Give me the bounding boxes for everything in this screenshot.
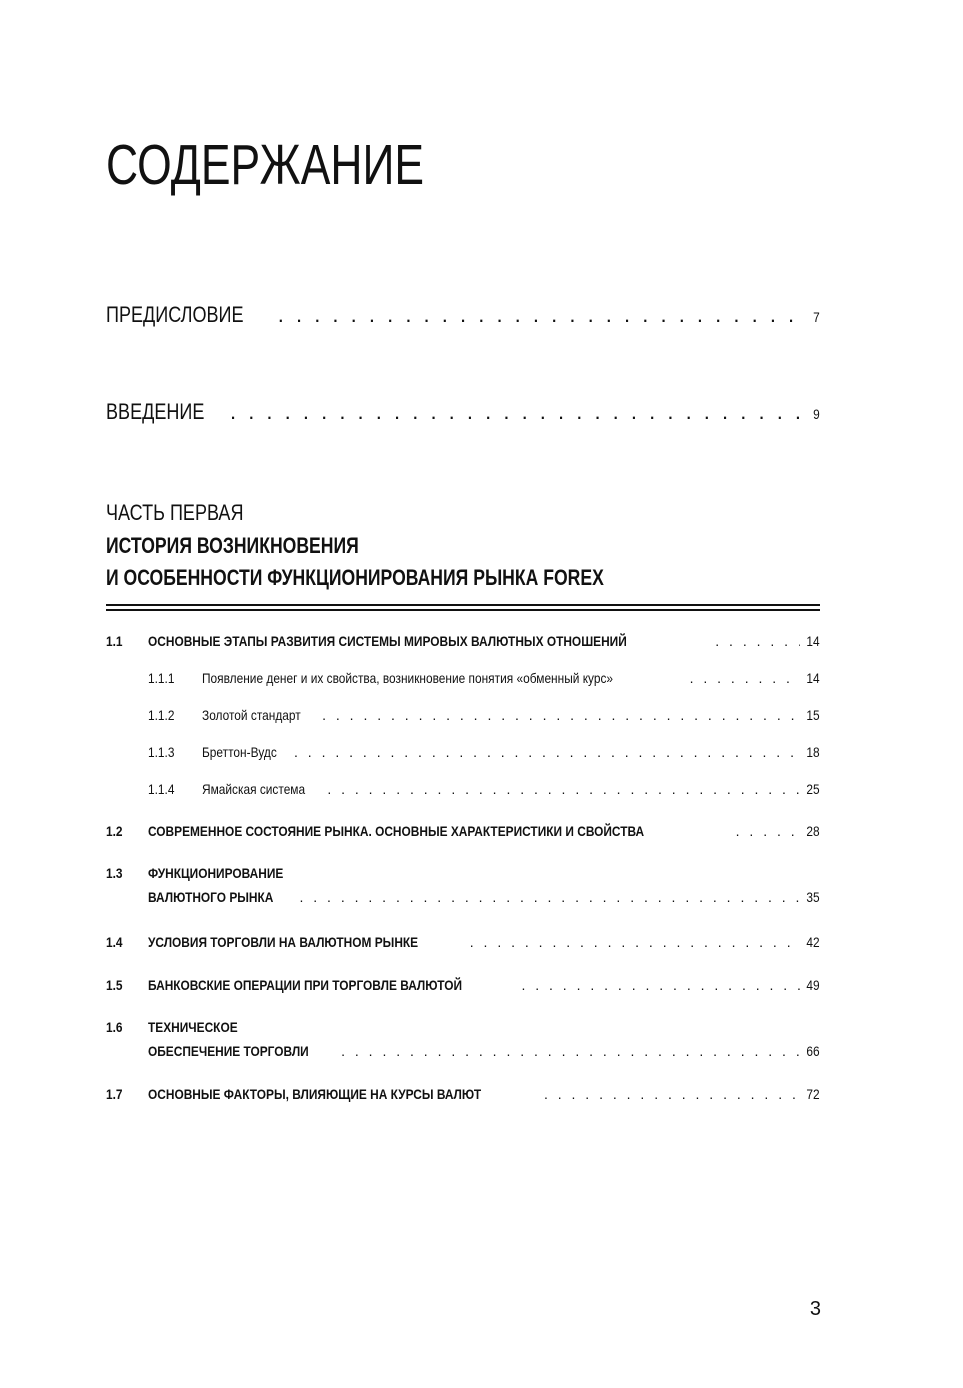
toc-page-number: 14 <box>806 633 820 649</box>
toc-page-number: 28 <box>806 823 820 839</box>
toc-entry-1-4[interactable] <box>106 934 820 950</box>
toc-page-number: 15 <box>806 707 820 723</box>
dot-leader <box>322 707 800 723</box>
toc-entry-number: 1.6 <box>106 1019 123 1035</box>
toc-entry-1-2[interactable] <box>106 823 820 839</box>
toc-entry-number: 1.4 <box>106 934 123 950</box>
toc-entry-number: 1.5 <box>106 977 123 993</box>
toc-entry-number: 1.1.3 <box>148 744 175 760</box>
toc-entry-1-1-2[interactable] <box>148 707 820 723</box>
dot-leader <box>736 823 801 839</box>
toc-entry-1-3[interactable] <box>106 865 820 905</box>
dot-leader <box>690 670 801 686</box>
toc-entry-number: 1.7 <box>106 1086 123 1102</box>
dot-leader <box>300 889 801 905</box>
toc-entry-1-1-1[interactable] <box>148 670 820 686</box>
page-number: 3 <box>809 1298 821 1320</box>
toc-entry-number: 1.1.1 <box>148 670 175 686</box>
toc-entry-number: 1.3 <box>106 865 123 881</box>
toc-page-number: 18 <box>806 744 820 760</box>
part-title-line: ИСТОРИЯ ВОЗНИКНОВЕНИЯ <box>106 533 359 558</box>
toc-entry-title: ОСНОВНЫЕ ФАКТОРЫ, ВЛИЯЮЩИЕ НА КУРСЫ ВАЛЮТ <box>148 1086 482 1102</box>
dot-leader <box>544 1086 800 1102</box>
toc-entry-title-line: ВАЛЮТНОГО РЫНКА <box>148 889 274 905</box>
toc-entry-number: 1.2 <box>106 823 123 839</box>
toc-entry-title: Ямайская система <box>202 781 306 797</box>
toc-entry-preface[interactable] <box>106 302 820 328</box>
double-rule-bottom <box>106 609 820 611</box>
toc-entry-title: СОВРЕМЕННОЕ СОСТОЯНИЕ РЫНКА. ОСНОВНЫЕ ХАРАКТЕРИСТИКИ И СВОЙСТВА <box>148 823 645 839</box>
toc-page-number: 35 <box>806 889 820 905</box>
dot-leader <box>294 744 800 760</box>
toc-page-number: 72 <box>806 1086 820 1102</box>
dot-leader <box>521 977 800 993</box>
toc-entry-1-1-4[interactable] <box>148 781 820 797</box>
page-title: СОДЕРЖАНИЕ <box>106 133 425 197</box>
dot-leader <box>341 1043 800 1059</box>
toc-entry-title: ОСНОВНЫЕ ЭТАПЫ РАЗВИТИЯ СИСТЕМЫ МИРОВЫХ ВАЛЮТНЫХ ОТНОШЕНИЙ <box>148 633 627 649</box>
toc-page-number: 7 <box>813 309 820 325</box>
toc-page-number: 25 <box>806 781 820 797</box>
dot-leader <box>278 302 808 328</box>
dot-leader <box>470 934 801 950</box>
part-title-line: И ОСОБЕННОСТИ ФУНКЦИОНИРОВАНИЯ РЫНКА FOREX <box>106 565 604 590</box>
toc-entry-introduction[interactable] <box>106 399 820 425</box>
toc-page-number: 66 <box>806 1043 820 1059</box>
toc-entry-number: 1.1.2 <box>148 707 175 723</box>
toc-entry-1-7[interactable] <box>106 1086 820 1102</box>
dot-leader <box>327 781 800 797</box>
toc-entry-1-1-3[interactable] <box>148 744 820 760</box>
toc-entry-title-line: ОБЕСПЕЧЕНИЕ ТОРГОВЛИ <box>148 1043 309 1059</box>
toc-entry-title-line: ТЕХНИЧЕСКОЕ <box>148 1019 238 1035</box>
toc-entry-title: БАНКОВСКИЕ ОПЕРАЦИИ ПРИ ТОРГОВЛЕ ВАЛЮТОЙ <box>148 977 463 993</box>
part-label: ЧАСТЬ ПЕРВАЯ <box>106 500 244 525</box>
toc-page-number: 14 <box>806 670 820 686</box>
toc-page-number: 42 <box>806 934 820 950</box>
toc-entry-1-5[interactable] <box>106 977 820 993</box>
toc-entry-title: Золотой стандарт <box>202 707 301 723</box>
toc-entry-number: 1.1 <box>106 633 123 649</box>
toc-entry-title: Бреттон-Вудс <box>202 744 277 760</box>
part-title <box>106 530 604 594</box>
dot-leader <box>715 633 800 649</box>
toc-page-number: 49 <box>806 977 820 993</box>
toc-page-number: 9 <box>813 406 820 422</box>
toc-entry-title-line: ФУНКЦИОНИРОВАНИЕ <box>148 865 284 881</box>
toc-entry-title: Появление денег и их свойства, возникновение понятия «обменный курс» <box>202 670 614 686</box>
toc-entry-1-1[interactable] <box>106 633 820 649</box>
toc-entry-title: УСЛОВИЯ ТОРГОВЛИ НА ВАЛЮТНОМ РЫНКЕ <box>148 934 419 950</box>
double-rule-top <box>106 604 820 606</box>
toc-entry-1-6[interactable] <box>106 1019 820 1059</box>
toc-entry-number: 1.1.4 <box>148 781 175 797</box>
toc-entry-label: ВВЕДЕНИЕ <box>106 399 205 424</box>
dot-leader <box>230 399 808 425</box>
toc-entry-label: ПРЕДИСЛОВИЕ <box>106 302 244 327</box>
